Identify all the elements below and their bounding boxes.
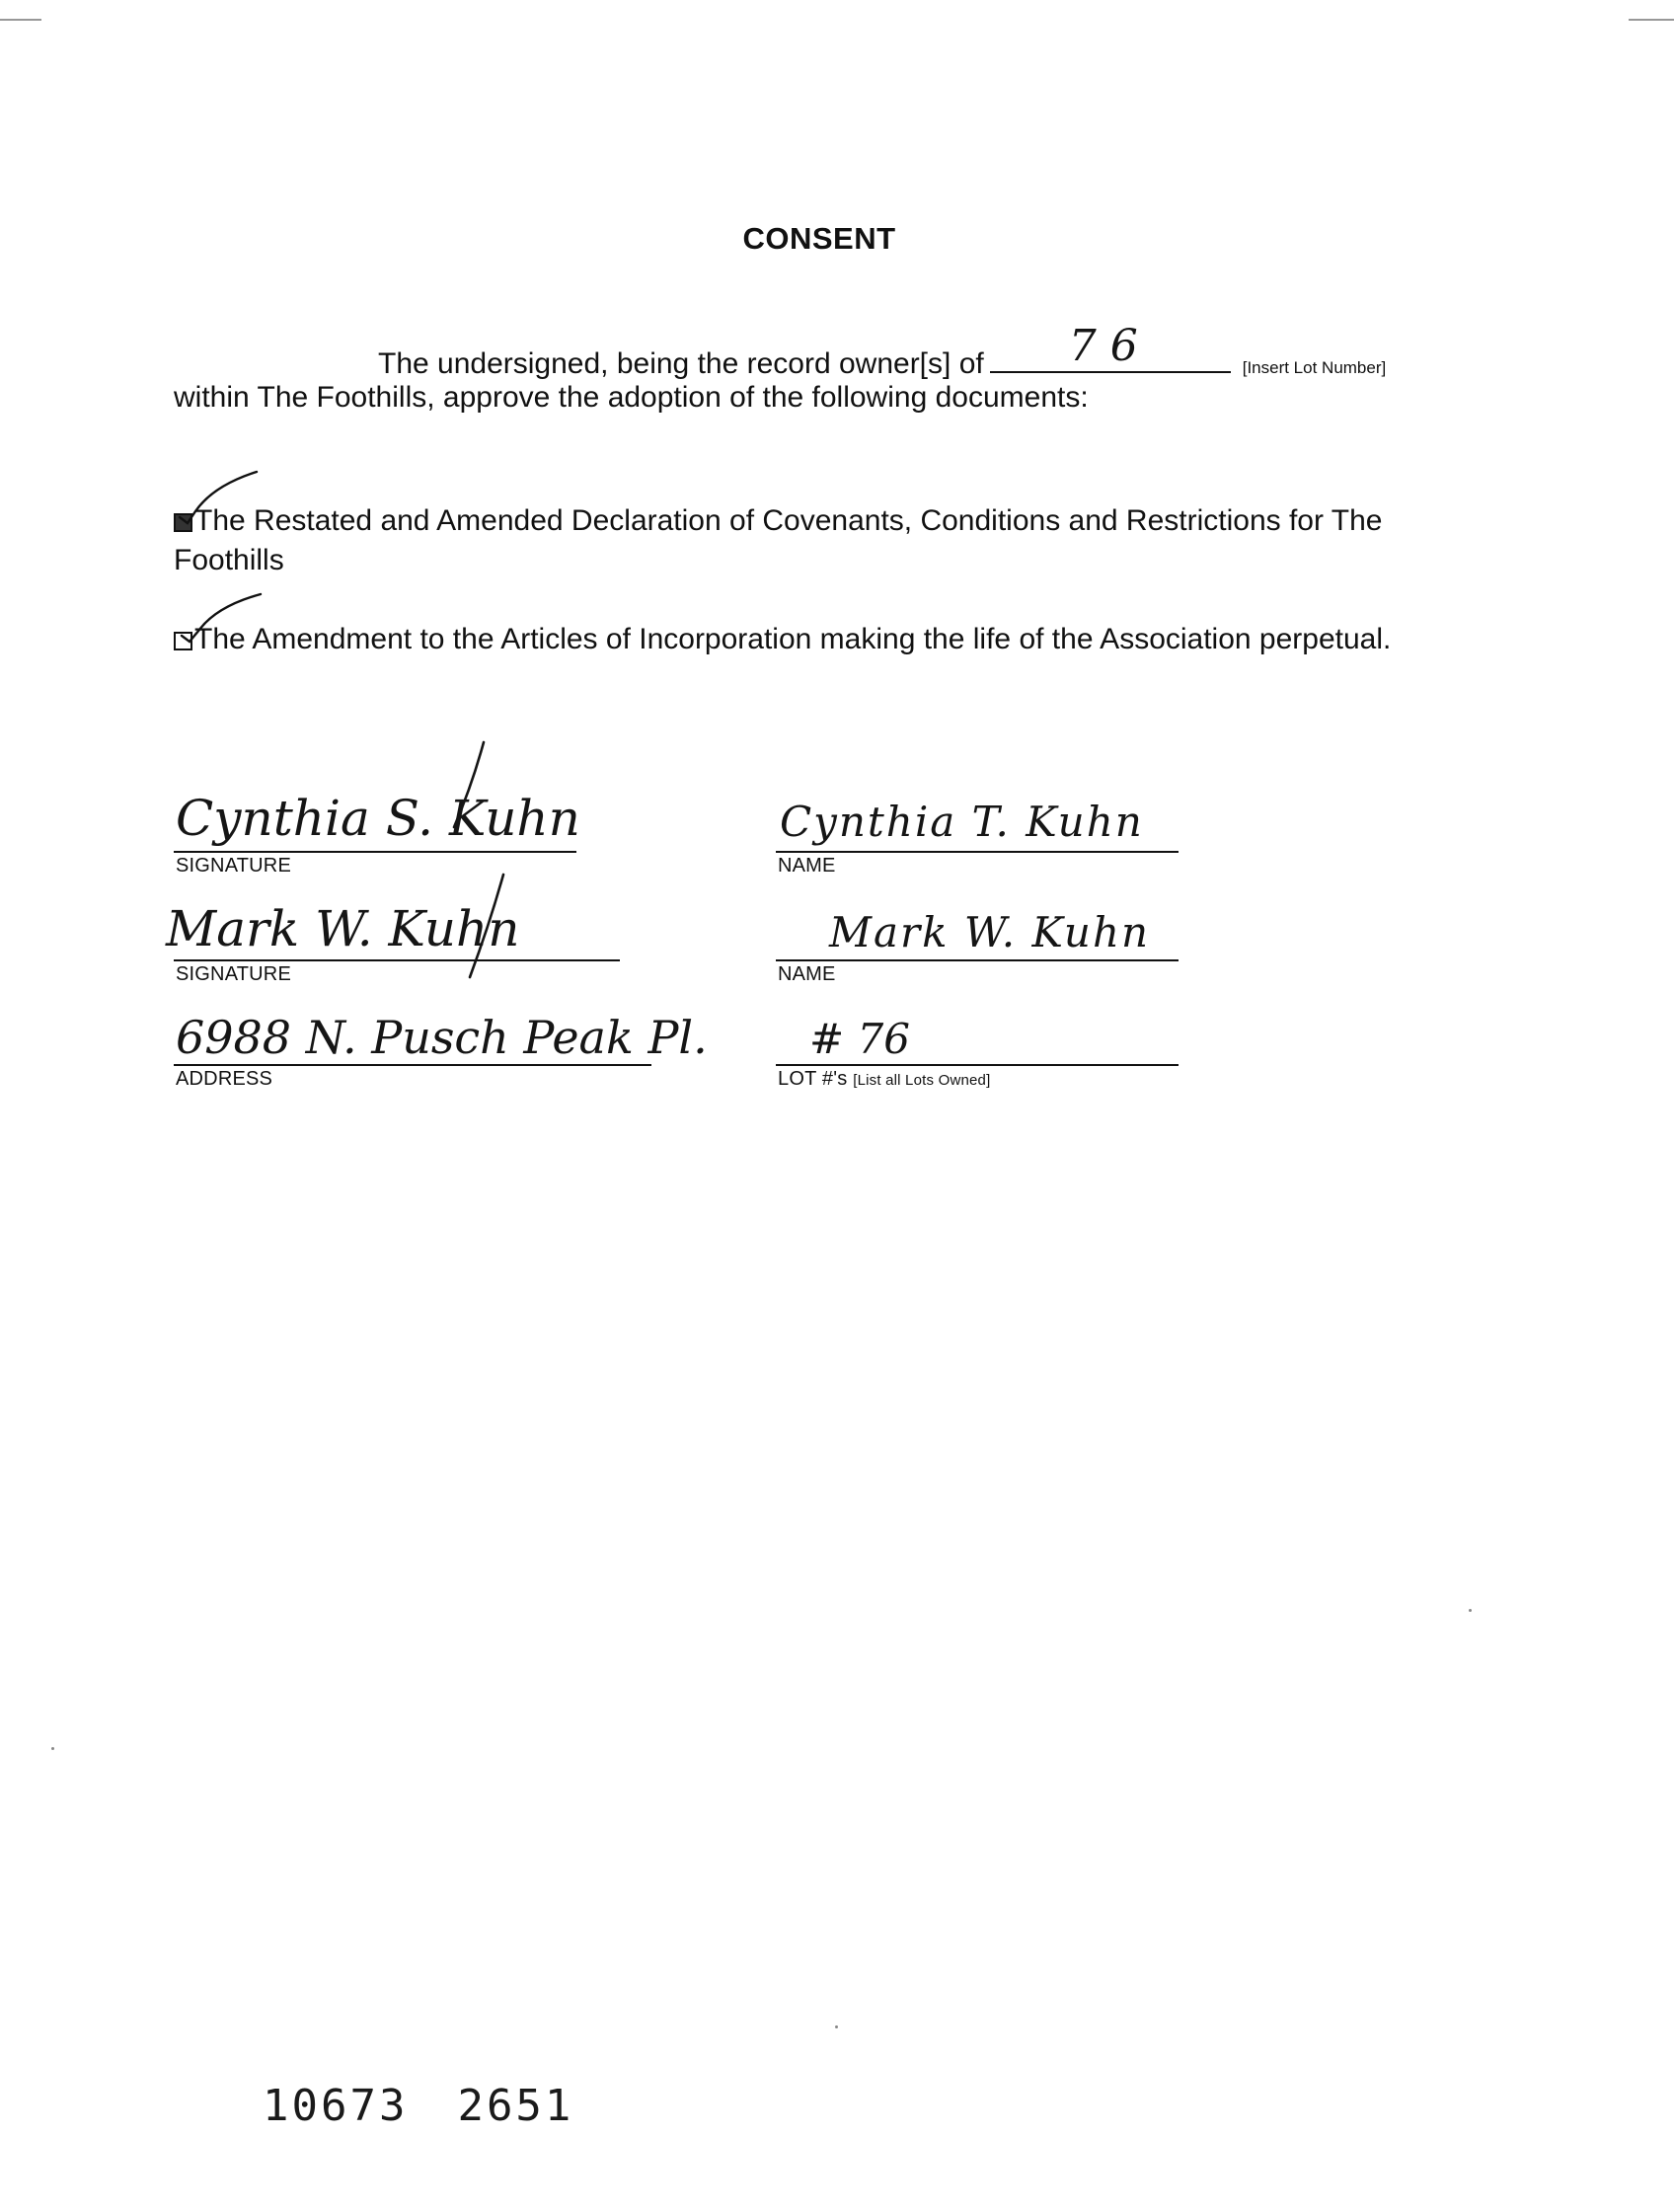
name-2-handwritten: Mark W. Kuhn	[829, 908, 1151, 956]
consent-item-declaration	[174, 501, 1473, 580]
name-1-handwritten: Cynthia T. Kuhn	[780, 798, 1144, 846]
lots-caption	[778, 1068, 990, 1091]
intro-continuation: within The Foothills, approve the adoption of the following documents:	[174, 381, 1089, 414]
document-title: CONSENT	[742, 221, 896, 256]
signature-2-flourish	[434, 869, 553, 987]
signature-1-line	[174, 851, 576, 853]
scan-speck	[1469, 1609, 1472, 1612]
address-caption: ADDRESS	[176, 1068, 273, 1090]
scan-speck	[51, 1747, 54, 1750]
lots-caption-suffix: [List all Lots Owned]	[853, 1072, 991, 1089]
address-handwritten: 6988 N. Pusch Peak Pl.	[176, 1011, 708, 1064]
articles-checkmark-icon	[174, 584, 272, 653]
signature-1-flourish	[424, 736, 543, 835]
name-1-caption: NAME	[778, 855, 836, 877]
stamp-page-number: 2651	[457, 2081, 574, 2131]
name-2-line	[776, 959, 1179, 961]
signature-2-line	[174, 959, 620, 961]
address-line	[174, 1064, 651, 1066]
declaration-label: The Restated and Amended Declaration of Covenants, Conditions and Restrictions for The Foothills	[174, 504, 1383, 576]
name-2-caption: NAME	[778, 963, 836, 985]
intro-text: The undersigned, being the record owner[s] of	[378, 347, 984, 380]
articles-amendment-label: The Amendment to the Articles of Incorporation making the life of the Association perpetual.	[194, 623, 1392, 655]
lots-handwritten: # 76	[809, 1015, 910, 1063]
scan-speck	[835, 2025, 838, 2028]
signature-2-handwritten: Mark W. Kuhn	[166, 900, 520, 957]
declaration-checkmark-icon	[174, 464, 272, 533]
signature-2-caption: SIGNATURE	[176, 963, 291, 985]
insert-lot-hint: [Insert Lot Number]	[1242, 358, 1387, 377]
intro-sentence	[378, 321, 1387, 381]
recording-stamp	[263, 2081, 573, 2131]
lot-number-handwritten: 76	[1068, 321, 1152, 371]
consent-item-articles-amendment	[174, 620, 1473, 659]
name-1-line	[776, 851, 1179, 853]
signature-1-handwritten: Cynthia S. Kuhn	[176, 790, 580, 847]
scan-corner-marks	[0, 0, 1674, 59]
lots-line	[776, 1064, 1179, 1066]
lot-number-field[interactable]	[990, 321, 1231, 373]
signature-1-caption: SIGNATURE	[176, 855, 291, 877]
stamp-book-number: 10673	[263, 2081, 409, 2131]
lots-caption-prefix: LOT #'s	[778, 1068, 854, 1090]
